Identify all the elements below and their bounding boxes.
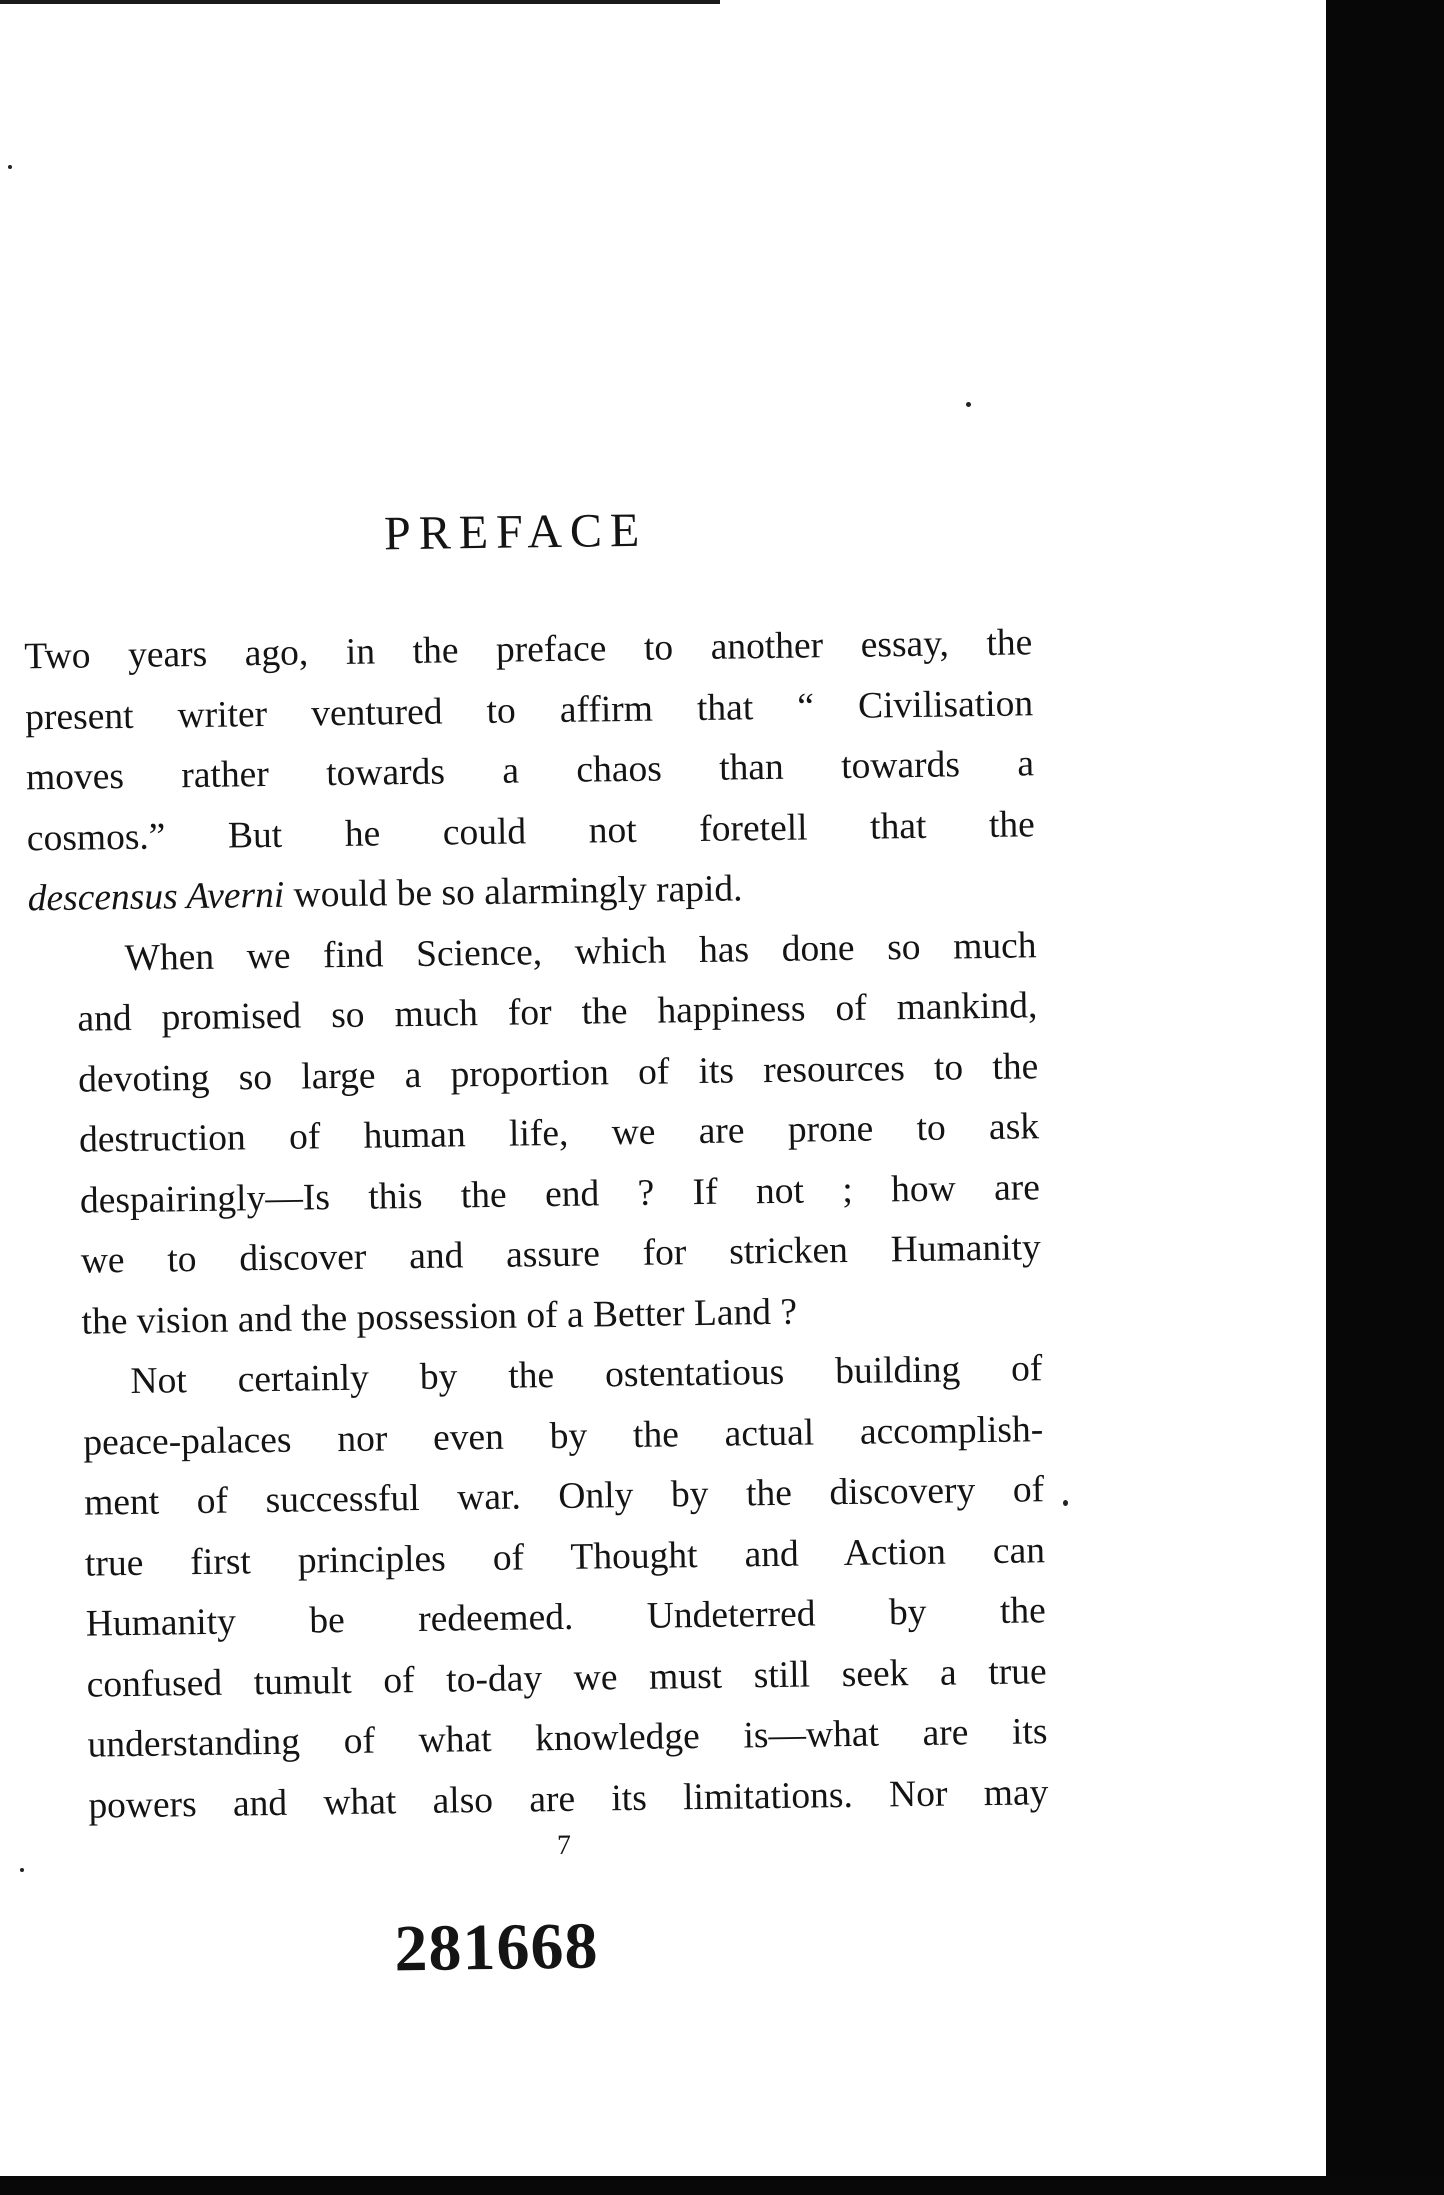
text-line: destruction of human life, we are prone to ask	[78, 1106, 1040, 1161]
text-line: and promised so much for the happiness of mankind,	[77, 985, 1038, 1040]
page-heading: PREFACE	[383, 503, 648, 561]
text-line: When we find Science, which has done so much	[124, 924, 1037, 979]
paragraph-3	[34, 1339, 1049, 1837]
text-line: Two years ago, in the preface to another essay, the	[24, 622, 1033, 678]
text-line: powers and what also are its limitations. Nor may	[88, 1771, 1049, 1827]
text-line: peace-palaces nor even by the actual accomplish-	[83, 1408, 1044, 1464]
text-line: understanding of what knowledge is—what are its	[87, 1711, 1048, 1766]
text-line: Humanity be redeemed. Undeterred by the	[85, 1590, 1047, 1645]
page-number: 7	[556, 1829, 572, 1862]
text-line: ment of successful war. Only by the discovery of	[83, 1469, 1045, 1524]
paragraph-2	[28, 916, 1042, 1354]
text-line: true first principles of Thought and Action can	[84, 1529, 1046, 1585]
text-line: Not certainly by the ostentatious building of	[130, 1348, 1043, 1402]
text-line: we to discover and assure for stricken Humanity	[80, 1227, 1041, 1282]
preface-body	[24, 613, 1049, 1837]
scan-right-edge	[1326, 0, 1444, 2195]
paragraph-1	[24, 613, 1036, 930]
text-fragment: would be so alarmingly rapid.	[283, 868, 743, 916]
latin-phrase: descensus Averni	[27, 874, 285, 920]
accession-stamp: 281668	[393, 1909, 599, 1986]
text-line: the vision and the possession of a Better Land ?	[81, 1291, 798, 1343]
text-line: despairingly—Is this the end ? If not ; how are	[79, 1166, 1041, 1222]
text-line: present writer ventured to affirm that “ Civilisation	[24, 682, 1034, 738]
text-line: cosmos.” But he could not foretell that the	[26, 803, 1036, 859]
text-line: confused tumult of to-day we must still seek a true	[86, 1650, 1047, 1706]
text-line: devoting so large a proportion of its resources to the	[77, 1045, 1039, 1101]
text-line: moves rather towards a chaos than towards a	[25, 743, 1035, 799]
